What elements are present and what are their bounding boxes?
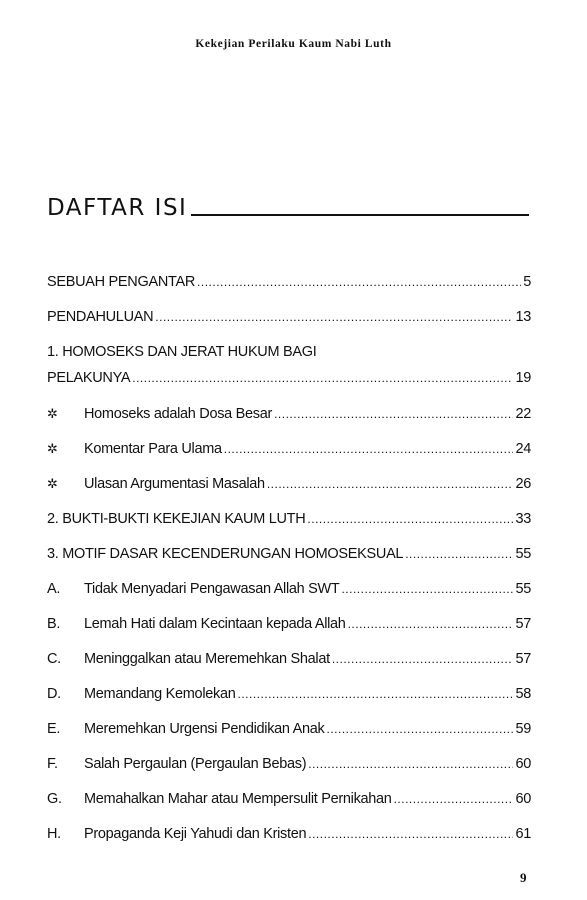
dot-leader [405, 547, 513, 561]
dot-leader [308, 827, 513, 841]
asterisk-bullet-icon: ✲ [47, 476, 58, 491]
dot-leader [132, 371, 513, 385]
section-heading [47, 190, 529, 220]
toc-entry-label: PENDAHULUAN [47, 309, 154, 325]
section-title: DAFTAR ISI [47, 195, 188, 221]
toc-entry[interactable] [47, 686, 531, 708]
toc-entry[interactable] [47, 309, 531, 331]
dot-leader [307, 512, 513, 526]
dot-leader [274, 407, 513, 421]
page-number: 9 [520, 870, 527, 885]
dot-leader [197, 275, 521, 289]
toc-entry-page: 19 [515, 370, 531, 386]
toc-entry-letter: A. [47, 581, 61, 597]
toc-entry[interactable] [47, 476, 531, 498]
toc-entry-page: 59 [515, 721, 531, 737]
toc-entry-page: 5 [523, 274, 531, 290]
dot-leader [332, 652, 514, 666]
toc-entry-page: 58 [515, 686, 531, 702]
toc-entry[interactable] [47, 826, 531, 848]
toc-entry-letter: F. [47, 756, 58, 772]
dot-leader [348, 617, 514, 631]
toc-entry-label: 2. BUKTI-BUKTI KEKEJIAN KAUM LUTH [47, 511, 306, 527]
toc-entry[interactable] [47, 511, 531, 533]
toc-entry[interactable] [47, 791, 531, 813]
toc-entry-page: 60 [515, 791, 531, 807]
toc-entry-label: Ulasan Argumentasi Masalah [84, 476, 265, 492]
asterisk-bullet-icon: ✲ [47, 441, 58, 456]
toc-entry-page: 60 [515, 756, 531, 772]
dot-leader [155, 310, 513, 324]
toc-entry-page: 57 [515, 616, 531, 632]
toc-entry-letter: G. [47, 791, 62, 807]
toc-entry-label: Salah Pergaulan (Pergaulan Bebas) [84, 756, 307, 772]
toc-entry[interactable] [47, 581, 531, 603]
toc-entry-page: 55 [515, 546, 531, 562]
dot-leader [326, 722, 513, 736]
toc-entry-page: 24 [515, 441, 531, 457]
dot-leader [237, 687, 513, 701]
asterisk-bullet-icon: ✲ [47, 406, 58, 421]
toc-entry-label: Meninggalkan atau Meremehkan Shalat [84, 651, 330, 667]
toc-entry-label: SEBUAH PENGANTAR [47, 274, 196, 290]
toc-entry-page: 13 [515, 309, 531, 325]
toc-entry[interactable] [47, 370, 531, 392]
toc-entry[interactable] [47, 651, 531, 673]
toc-entry-label: Propaganda Keji Yahudi dan Kristen [84, 826, 307, 842]
toc-entry[interactable] [47, 441, 531, 463]
toc-entry-letter: B. [47, 616, 61, 632]
running-head: Kekejian Perilaku Kaum Nabi Luth [195, 38, 392, 50]
toc-entry[interactable] [47, 406, 531, 428]
dot-leader [341, 582, 513, 596]
toc-entry-label: Homoseks adalah Dosa Besar [84, 406, 273, 422]
toc-entry-page: 22 [515, 406, 531, 422]
toc-entry-label: Meremehkan Urgensi Pendidikan Anak [84, 721, 325, 737]
toc-entry-letter: C. [47, 651, 61, 667]
toc-entry[interactable] [47, 721, 531, 743]
toc-entry[interactable] [47, 274, 531, 296]
dot-leader [224, 442, 514, 456]
toc-entry-label-line1[interactable]: 1. HOMOSEKS DAN JERAT HUKUM BAGI [47, 344, 317, 360]
toc-entry[interactable] [47, 546, 531, 568]
toc-entry-page: 55 [515, 581, 531, 597]
dot-leader [308, 757, 513, 771]
toc-entry-letter: E. [47, 721, 61, 737]
dot-leader [267, 477, 514, 491]
toc-entry-label: Komentar Para Ulama [84, 441, 222, 457]
toc-entry[interactable] [47, 756, 531, 778]
toc-entry-page: 33 [515, 511, 531, 527]
toc-entry-label: 3. MOTIF DASAR KECENDERUNGAN HOMOSEKSUAL [47, 546, 404, 562]
toc-entry-label: Lemah Hati dalam Kecintaan kepada Allah [84, 616, 346, 632]
toc-entry-letter: D. [47, 686, 61, 702]
toc-entry-page: 57 [515, 651, 531, 667]
toc-entry-label: PELAKUNYA [47, 370, 131, 386]
toc-entry-page: 26 [515, 476, 531, 492]
toc-entry-page: 61 [515, 826, 531, 842]
toc-entry-label: Memahalkan Mahar atau Mempersulit Pernikahan [84, 791, 392, 807]
dot-leader [394, 792, 514, 806]
toc-entry-label: Memandang Kemolekan [84, 686, 236, 702]
title-rule [191, 214, 529, 216]
toc-entry[interactable] [47, 616, 531, 638]
toc-entry-letter: H. [47, 826, 61, 842]
toc-entry-label: Tidak Menyadari Pengawasan Allah SWT [84, 581, 340, 597]
